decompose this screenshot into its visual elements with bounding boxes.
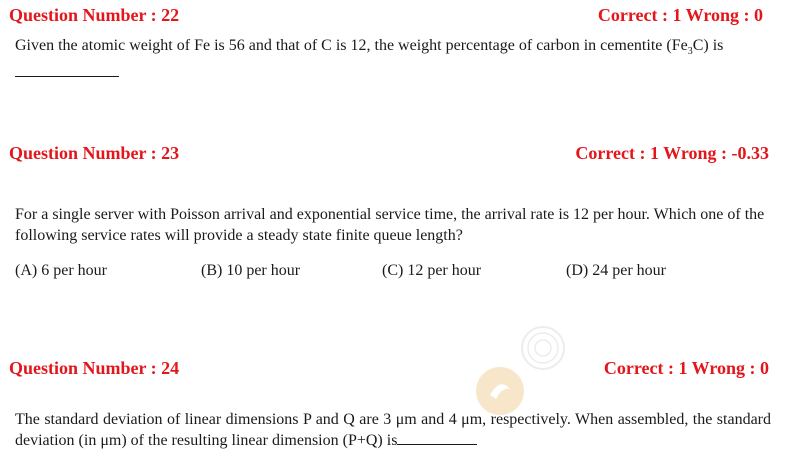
question-number-label: Question Number : 22 bbox=[9, 5, 180, 25]
question-22-text: Given the atomic weight of Fe is 56 and that of C is 12, the weight percentage of carbon in cementite $(Fe_3C)$ is bbox=[15, 35, 771, 83]
question-23-header bbox=[9, 142, 769, 164]
question-number-label: Question Number : 23 bbox=[9, 143, 180, 163]
question-24-header bbox=[9, 357, 769, 379]
question-23-text: For a single server with Poisson arrival and exponential service time, the arrival rate is 12 per hour. Which one of the following service rates will provide a steady state finite queue length? bbox=[15, 206, 765, 244]
option-b: (B) 10 per hour bbox=[201, 262, 301, 279]
score-label: Correct : 1 Wrong : 0 bbox=[603, 358, 769, 378]
score-label: Correct : 1 Wrong : 0 bbox=[597, 5, 763, 25]
option-c: (C) 12 per hour bbox=[382, 262, 482, 279]
question-24-text: The standard deviation of linear dimensions P and Q are 3 μm and 4 μm, respectively. When assembled, the standard deviation (in μm) of the resulting linear dimension (P+Q) is bbox=[15, 411, 771, 449]
answer-blank bbox=[15, 62, 119, 77]
answer-blank bbox=[397, 430, 477, 445]
option-a: (A) 6 per hour bbox=[15, 262, 107, 279]
option-d: (D) 24 per hour bbox=[566, 262, 666, 279]
question-number-label: Question Number : 24 bbox=[9, 358, 180, 378]
question-23-options bbox=[15, 260, 715, 281]
question-22-header bbox=[9, 4, 769, 26]
score-label: Correct : 1 Wrong : -0.33 bbox=[575, 143, 769, 163]
